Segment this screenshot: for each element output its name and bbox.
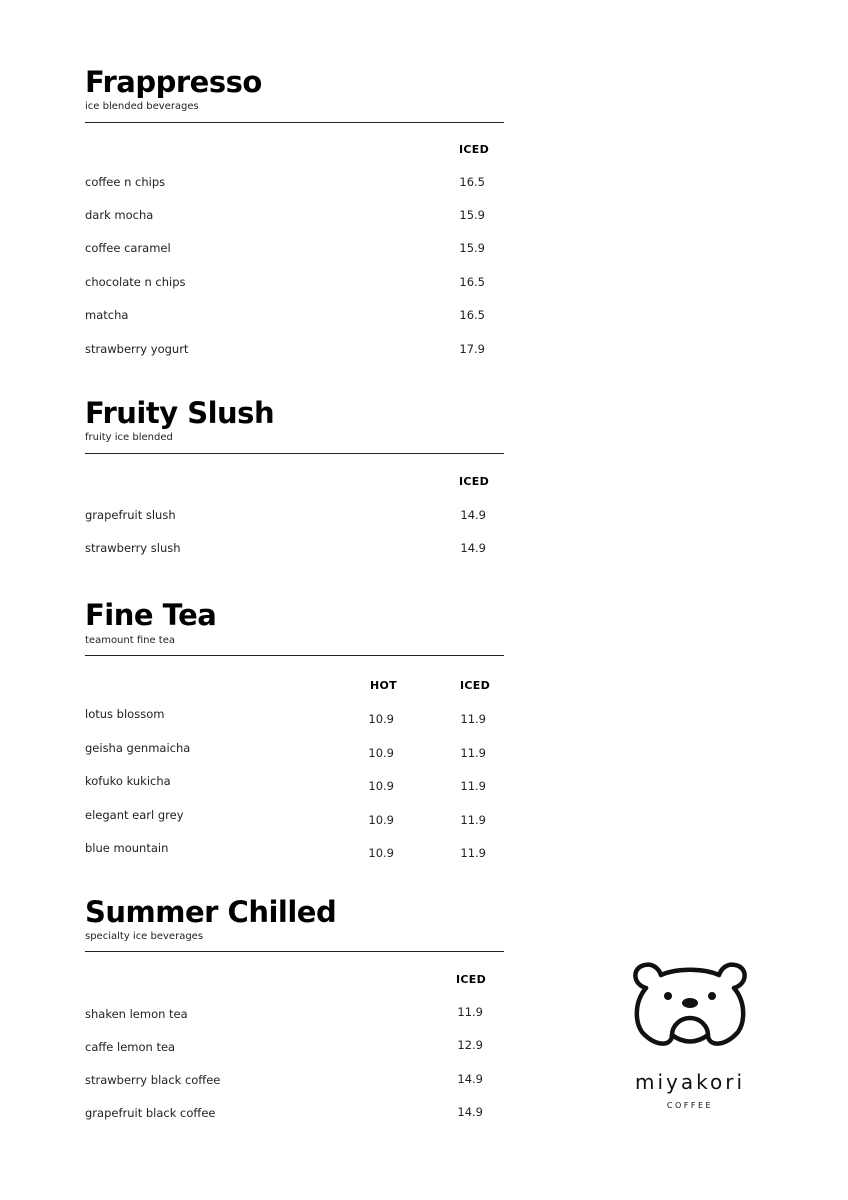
menu-item-price-iced: 16.5	[459, 275, 485, 289]
menu-item-price-iced: 16.5	[459, 308, 485, 322]
section-title: Fruity Slush	[85, 396, 275, 430]
menu-item-price-iced: 17.9	[459, 342, 485, 356]
menu-item-price-iced: 11.9	[460, 846, 486, 860]
section-subtitle: ice blended beverages	[85, 101, 199, 112]
menu-item-name: matcha	[85, 308, 129, 322]
column-header-iced: ICED	[460, 679, 491, 692]
menu-item-name: strawberry yogurt	[85, 342, 189, 356]
menu-item-name: chocolate n chips	[85, 275, 186, 289]
section-title: Summer Chilled	[85, 895, 337, 929]
brand-name: miyakori	[634, 1070, 745, 1094]
column-header-hot: HOT	[370, 679, 397, 692]
menu-item-name: caffe lemon tea	[85, 1040, 176, 1054]
menu-item-price-iced: 11.9	[460, 712, 486, 726]
menu-item-name: coffee caramel	[85, 241, 171, 255]
menu-item-name: strawberry black coffee	[85, 1073, 221, 1087]
section-subtitle: teamount fine tea	[85, 635, 176, 646]
menu-item-price-iced: 11.9	[457, 1005, 483, 1019]
menu-item-price-iced: 16.5	[459, 175, 485, 189]
brand-logo	[620, 960, 760, 1120]
menu-item-price-iced: 14.9	[457, 1072, 483, 1086]
section-divider	[85, 122, 504, 123]
menu-item-price-iced: 11.9	[460, 779, 486, 793]
menu-item-name: elegant earl grey	[85, 808, 184, 822]
menu-item-price-iced: 15.9	[459, 208, 485, 222]
column-header-iced: ICED	[456, 973, 487, 986]
menu-item-name: blue mountain	[85, 841, 169, 855]
menu-item-price-iced: 14.9	[457, 1105, 483, 1119]
section-divider	[85, 655, 504, 656]
menu-item-price-iced: 15.9	[459, 241, 485, 255]
menu-item-price-iced: 12.9	[457, 1038, 483, 1052]
menu-item-price-iced: 11.9	[460, 813, 486, 827]
section-fine-tea	[85, 598, 504, 868]
section-frappresso	[85, 64, 504, 364]
menu-item-price-iced: 14.9	[460, 508, 486, 522]
section-subtitle: fruity ice blended	[85, 432, 173, 443]
menu-item-name: geisha genmaicha	[85, 741, 191, 755]
section-divider	[85, 453, 504, 454]
menu-item-price-hot: 10.9	[368, 813, 394, 827]
section-title: Fine Tea	[85, 598, 217, 632]
menu-item-price-hot: 10.9	[368, 779, 394, 793]
menu-item-name: grapefruit black coffee	[85, 1106, 216, 1120]
menu-item-name: lotus blossom	[85, 707, 165, 721]
menu-item-name: kofuko kukicha	[85, 774, 171, 788]
menu-item-name: shaken lemon tea	[85, 1007, 188, 1021]
brand-tagline: COFFEE	[666, 1101, 714, 1110]
section-title: Frappresso	[85, 65, 262, 99]
menu-item-name: grapefruit slush	[85, 508, 176, 522]
bear-face-icon	[620, 960, 760, 1060]
menu-item-price-hot: 10.9	[368, 846, 394, 860]
section-summer-chilled	[85, 894, 504, 1129]
section-divider	[85, 951, 504, 952]
menu-item-name: strawberry slush	[85, 541, 181, 555]
menu-item-price-iced: 11.9	[460, 746, 486, 760]
section-subtitle: specialty ice beverages	[85, 931, 204, 942]
section-fruity-slush	[85, 396, 504, 561]
menu-item-price-hot: 10.9	[368, 746, 394, 760]
menu-item-price-hot: 10.9	[368, 712, 394, 726]
column-header-iced: ICED	[459, 475, 490, 488]
menu-item-name: dark mocha	[85, 208, 154, 222]
menu-item-price-iced: 14.9	[460, 541, 486, 555]
menu-item-name: coffee n chips	[85, 175, 166, 189]
column-header-iced: ICED	[459, 143, 490, 156]
